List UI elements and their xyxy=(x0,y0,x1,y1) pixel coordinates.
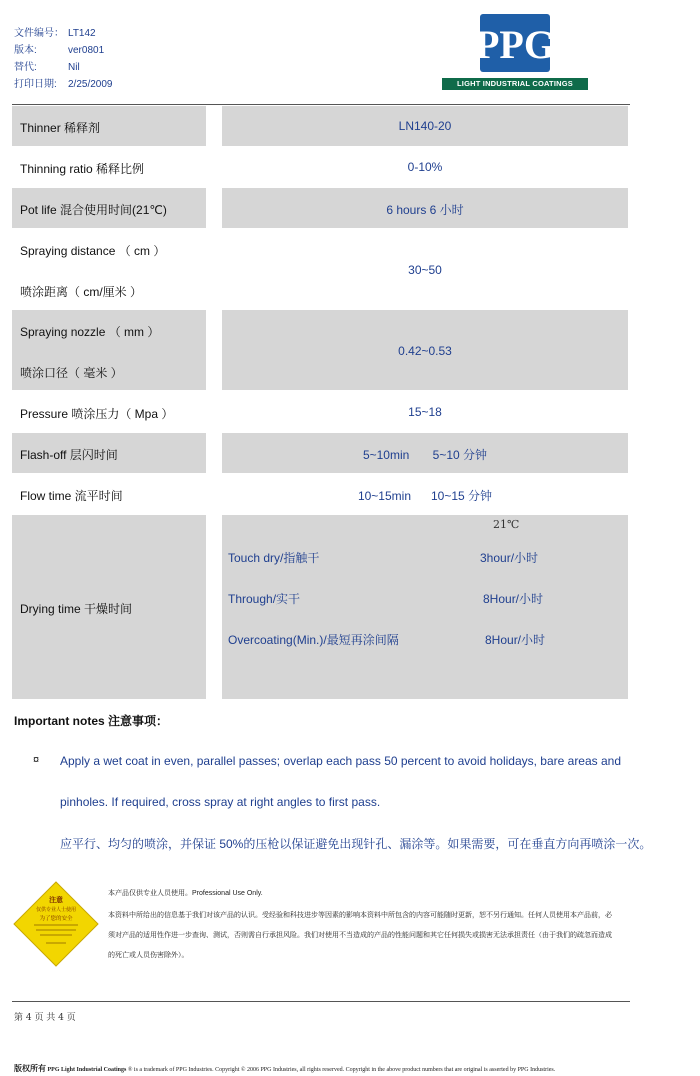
badge-line-2: 为了您的安全 xyxy=(39,916,73,922)
spec-row-flow-time xyxy=(12,474,628,514)
note-zh-line: 应平行、均匀的喷涂，并保证 50%的压枪以保证避免出现针孔、漏涂等。如果需要，可在垂直方向再喷涂一次。 xyxy=(60,837,652,851)
footer-divider xyxy=(12,1001,630,1002)
note-en-line-2: pinholes. If required, cross spray at right angles to first pass. xyxy=(60,795,381,809)
note-en-line-1: Apply a wet coat in even, parallel passes; overlap each pass 50 percent to avoid holidays, bare areas and xyxy=(60,754,622,768)
spec-row-drying-time xyxy=(12,515,628,699)
drying-item-name: Through/实干 xyxy=(228,592,301,606)
version: ver0801 xyxy=(68,45,105,56)
spec-value: 0-10% xyxy=(407,160,443,174)
spec-label: Pressure 喷涂压力（ Mpa ） xyxy=(20,407,174,421)
important-notes-title: Important notes 注意事项： xyxy=(14,714,169,728)
replaces-row xyxy=(14,58,80,73)
drying-item-value: 8Hour/小时 xyxy=(485,633,546,647)
print-date-row xyxy=(14,75,113,90)
fine-print-4: 的死亡或人员伤害除外）。 xyxy=(108,952,189,959)
spec-row-pressure xyxy=(12,391,628,432)
spec-row-flash-off xyxy=(12,433,628,473)
spec-label-zh: 喷涂距离（ cm/厘米 ） xyxy=(20,285,142,299)
drying-temperature: 21℃ xyxy=(493,518,520,531)
copyright-line xyxy=(14,1063,555,1074)
drying-item-value: 8Hour/小时 xyxy=(483,592,544,606)
doc-number: LT142 xyxy=(68,28,96,39)
note-bullet: ¤ xyxy=(33,754,40,766)
ppg-logo xyxy=(442,12,588,90)
copyright-bold: 版权所有 xyxy=(14,1064,46,1073)
spec-value: 15~18 xyxy=(408,405,442,419)
badge-title: 注意 xyxy=(49,896,63,904)
logo-tagline: LIGHT INDUSTRIAL COATINGS xyxy=(442,78,588,90)
print-date: 2/25/2009 xyxy=(68,79,113,90)
spec-label: Thinning ratio 稀释比例 xyxy=(20,162,145,176)
spec-value: 5~10min 5~10 分钟 xyxy=(362,448,488,462)
warning-badge xyxy=(12,880,100,968)
spec-row-thinner xyxy=(12,106,628,146)
drying-item-name: Overcoating(Min.)/最短再涂间隔 xyxy=(228,633,399,647)
spec-value: 10~15min 10~15 分钟 xyxy=(357,489,493,503)
spec-row-pot-life xyxy=(12,188,628,228)
version-row xyxy=(14,41,104,56)
page-number: 第 4 页 共 4 页 xyxy=(14,1013,76,1023)
spec-label: Flow time 流平时间 xyxy=(20,489,123,503)
print-date-label: 打印日期: xyxy=(14,79,57,90)
copyright-text: ® is a trademark of PPG Industries. Copyright © 2006 PPG Industries, all rights reserved. Copyright in the above product numbers that are original is asserted by PPG Industries. xyxy=(127,1067,556,1073)
badge-line-1: 仅供专业人士使用 xyxy=(35,907,77,913)
replaces-label: 替代: xyxy=(14,62,37,73)
version-label: 版本: xyxy=(14,45,37,56)
spec-label: Pot life 混合使用时间(21℃) xyxy=(20,203,167,217)
drying-item-name: Touch dry/指触干 xyxy=(228,551,320,565)
ppg-logo-text: PPG xyxy=(475,22,555,67)
replaces: Nil xyxy=(68,62,80,73)
fine-print-1: 本产品仅供专业人员使用。Professional Use Only. xyxy=(108,890,263,897)
spec-label: Flash-off 层闪时间 xyxy=(20,448,118,462)
spec-label-en: Spraying nozzle （ mm ） xyxy=(20,325,160,339)
warning-diamond-icon xyxy=(12,880,100,968)
header-divider xyxy=(12,104,630,105)
doc-number-row xyxy=(14,24,96,39)
spec-value: 6 hours 6 小时 xyxy=(386,203,464,217)
spec-label: Thinner 稀释剂 xyxy=(20,121,101,135)
spec-value: 30~50 xyxy=(408,263,442,277)
spec-label-zh: 喷涂口径（ 毫米 ） xyxy=(20,366,123,380)
fine-print-3: 须对产品的适用性作进一步查询、测试，否则需自行承担风险。我们对使用不当造成的产品的性能问题和其它任何损失或损害无法承担责任（由于我们的疏忽而造成 xyxy=(108,932,612,939)
ppg-logo-mark xyxy=(442,12,588,76)
spec-value: LN140-20 xyxy=(398,119,452,133)
drying-values xyxy=(222,515,628,699)
spec-label-en: Spraying distance （ cm ） xyxy=(20,244,166,258)
spec-value: 0.42~0.53 xyxy=(398,344,452,358)
drying-label: Drying time 干燥时间 xyxy=(20,602,133,616)
fine-print-2: 本资料中所给出的信息基于我们对该产品的认识。受经验和科技进步等因素的影响本资料中所包含的内容可能随时更新，恕不另行通知。任何人员使用本产品前，必 xyxy=(108,912,612,919)
drying-item-value: 3hour/小时 xyxy=(480,551,539,565)
copyright-brand: PPG Light Industrial Coatings xyxy=(47,1067,127,1073)
spec-row-thinning-ratio xyxy=(12,147,628,187)
doc-number-label: 文件编号： xyxy=(14,28,64,39)
spec-row-spraying-distance xyxy=(12,229,628,309)
spec-row-spraying-nozzle xyxy=(12,310,628,390)
